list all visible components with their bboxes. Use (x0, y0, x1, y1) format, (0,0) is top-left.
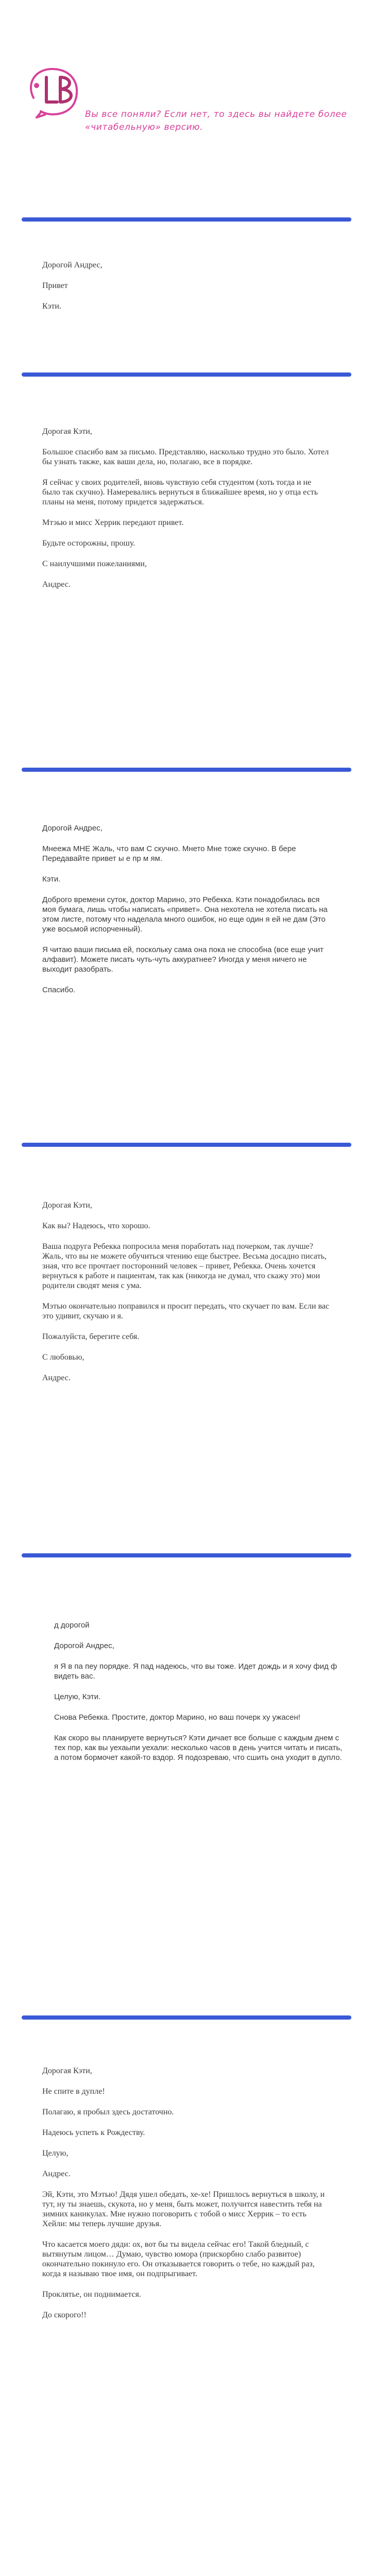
letter-paragraph: Кэти. (42, 875, 61, 884)
letter-paragraph: С любовью, (42, 1353, 84, 1362)
letter-2 (42, 427, 331, 600)
letter-paragraph: Дорогая Кэти, (42, 427, 92, 436)
letter-paragraph: Дорогой Андрес, (42, 261, 103, 269)
divider (22, 1553, 351, 1557)
letter-paragraph: Я читаю ваши письма ей, поскольку сама она пока не способна (все еще учит алфавит). Можете писать чуть-чуть аккуратнее? Иногда у меня ничего не выходит разобрать. (42, 945, 324, 974)
letter-paragraph: До скорого!! (42, 2311, 87, 2319)
letter-paragraph: Ваша подруга Ребекка попросила меня поработать над почерком, так лучше? Жаль, что вы не можете обучиться чтению еще быстрее. Весьма досадно писать, зная, что все прочтает посторонний человек – привет, Ребекка. Очень хочется вернуться к работе и пациентам, так как (никогда не думал, что скажу это) мои родители сводят меня с ума. (42, 1242, 327, 1290)
letter-paragraph: Я сейчас у своих родителей, вновь чувствую себя студентом (хоть тогда и не было так скучно). Намеревались вернуться в ближайшее время, но у отца есть планы на меня, потому придется задержаться. (42, 478, 318, 506)
divider (22, 217, 351, 222)
letter-3 (42, 823, 331, 1006)
logo-icon (23, 62, 85, 121)
letter-paragraph: С наилучшими пожеланиями, (42, 560, 147, 568)
header (0, 0, 373, 216)
letter-paragraph: Спасибо. (42, 986, 76, 994)
letter-paragraph: Андрес. (42, 1374, 71, 1382)
divider (22, 2015, 351, 2020)
letter-paragraph: я Я в па пеу порядке. Я пад надеюсь, что вы тоже. Идет дождь и я хочу фид ф видеть вас. (54, 1662, 337, 1681)
letter-paragraph: Как вы? Надеюсь, что хорошо. (42, 1222, 150, 1230)
letter-4 (42, 1200, 331, 1394)
letter-paragraph: Большое спасибо вам за письмо. Представляю, насколько трудно это было. Хотел бы узнать также, как ваши дела, но, полагаю, все в порядке. (42, 448, 329, 466)
letter-paragraph: Снова Ребекка. Простите, доктор Марино, но ваш почерк ху ужасен! (54, 1713, 300, 1722)
letter-1 (42, 260, 331, 322)
letter-paragraph: Будьте осторожны, прошу. (42, 539, 135, 548)
letter-paragraph: Что касается моего дяди: ох, вот бы ты видела сейчас его! Такой бледный, с вытянутым лицом… Думаю, чувство юмора (прискорбно слабо развитое) окончательно покинуло его. Он отказывается говорить о тебе, но каждый раз, когда я называю твое имя, он подпрыгивает. (42, 2240, 315, 2278)
letter-paragraph: Привет (42, 281, 68, 290)
letter-paragraph: Андрес. (42, 580, 71, 589)
divider (22, 1143, 351, 1147)
letter-paragraph: Целую, Кэти. (54, 1692, 101, 1701)
letter-paragraph: Дорогая Кэти, (42, 2066, 92, 2075)
letter-paragraph: Кэти. (42, 302, 61, 311)
letter-paragraph: Дорогой Андрес, (42, 824, 103, 833)
letter-paragraph: Надеюсь успеть к Рождеству. (42, 2128, 145, 2137)
letter-paragraph: Как скоро вы планируете вернуться? Кэти дичает все больше с каждым днем с тех пор, как вы уехаыпи уехали: несколько часов в день учится читать и писать, а потом бормочет какой-то вздор. Я подозреваю, что сшить она уходит в дупло. (54, 1734, 343, 1762)
letter-paragraph: Эй, Кэти, это Мэтью! Дядя ушел обедать, хе-хе! Пришлось вернуться в школу, и тут, ну ты знаешь, скукота, но у меня, быть может, получится навестить тебя на зимних каникулах. Мне нужно поговорить с тобой о мисс Херрик – то есть Хейли: мы теперь лучшие друзья. (42, 2190, 325, 2228)
letter-paragraph: Мтэью и мисс Херрик передают привет. (42, 518, 184, 527)
divider (22, 768, 351, 772)
letter-paragraph: Дорогая Кэти, (42, 1201, 92, 1210)
letter-paragraph: Андрес. (42, 2170, 71, 2178)
letter-paragraph: Целую, (42, 2149, 69, 2158)
letter-paragraph: Мнеежа МНЕ Жаль, что вам С скучно. Мнето Мне тоже скучно. В бере Передавайте привет ы е пр м ям. (42, 844, 296, 863)
letter-paragraph: Не спите в дупле! (42, 2087, 105, 2096)
letter-paragraph: Доброго времени суток, доктор Марино, это Ребекка. Кэти понадобилась вся моя бумага, лишь чтобы написать «привет». Она нехотела не хотела писать на этом листе, потому что наделала много ошибок, но еще один я ей не дам (Это уже восьмой испорченный). (42, 895, 328, 934)
letter-paragraph: Дорогой Андрес, (54, 1641, 114, 1650)
divider (22, 372, 351, 377)
letter-paragraph: д дорогой (54, 1621, 90, 1630)
letter-paragraph: Пожалуйста, берегите себя. (42, 1332, 140, 1341)
letter-paragraph: Проклятье, он поднимается. (42, 2290, 141, 2299)
letter-6 (42, 2066, 331, 2331)
readable-version-note: Вы все поняли? Если нет, то здесь вы найдете более «читабельную» версию. (85, 109, 347, 132)
letter-5 (54, 1620, 343, 1773)
letter-paragraph: Полагаю, я пробыл здесь достаточно. (42, 2108, 174, 2116)
letter-paragraph: Мэтью окончательно поправился и просит передать, что скучает по вам. Если вас это удивит, скучаю и я. (42, 1302, 329, 1320)
